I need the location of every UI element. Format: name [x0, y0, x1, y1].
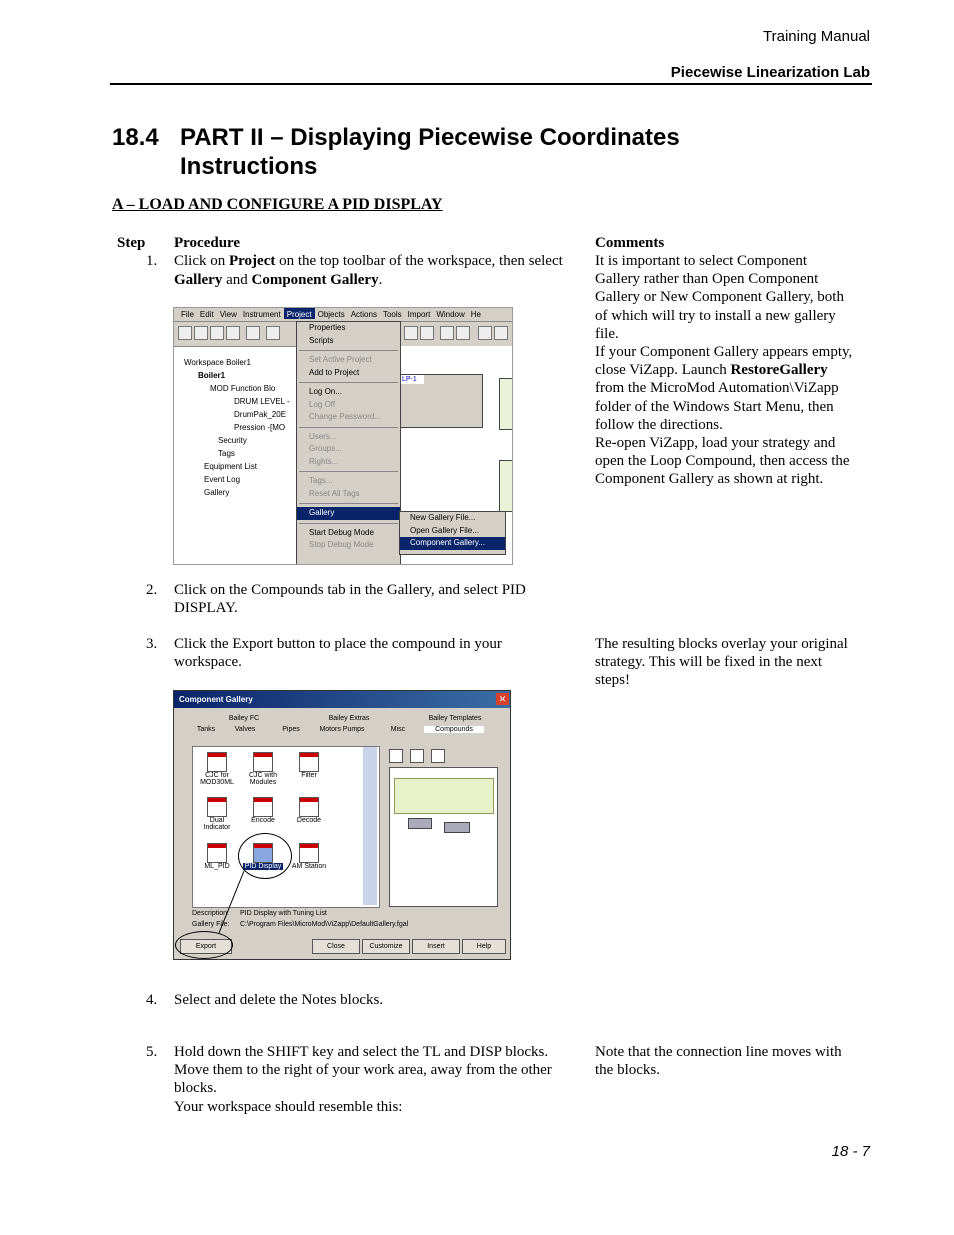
menu-properties[interactable]: Properties [309, 323, 346, 332]
menu-bar [174, 308, 512, 322]
tree-item[interactable]: Pression -[MO [234, 423, 286, 432]
menu-new-gallery-file[interactable]: New Gallery File... [410, 513, 476, 522]
description-value: PID Display with Tuning List [240, 910, 327, 917]
step2-number: 2. [146, 582, 158, 598]
tag-icon[interactable] [478, 326, 492, 340]
menu-start-debug[interactable]: Start Debug Mode [309, 527, 374, 537]
page-number: 18 - 7 [831, 1143, 870, 1160]
step1-line1: Click on Project on the top toolbar of the workspace, then select [174, 253, 563, 269]
step3-text: Click the Export button to place the compound in your workspace. [174, 636, 502, 671]
canvas-block[interactable] [499, 460, 513, 512]
export-button[interactable]: Export [180, 939, 232, 954]
customize-button[interactable]: Customize [362, 939, 410, 954]
menu-edit[interactable]: Edit [199, 310, 214, 319]
insert-button[interactable]: Insert [412, 939, 460, 954]
section-title-line2: Instructions [180, 153, 318, 180]
menu-instrument[interactable]: Instrument [242, 310, 281, 319]
step4-number: 4. [146, 992, 158, 1008]
canvas-block[interactable] [499, 378, 513, 430]
step4-text: Select and delete the Notes blocks. [174, 992, 384, 1008]
menu-log-off[interactable]: Log Off [309, 399, 336, 409]
section-title-line1: PART II – Displaying Piecewise Coordinates [180, 124, 680, 151]
compound-item[interactable]: Dual Indicator [197, 797, 237, 831]
component-gallery-screenshot [173, 690, 511, 960]
gallery-title: Component Gallery [174, 691, 510, 708]
table-icon[interactable] [456, 326, 470, 340]
zoom-in-icon[interactable] [404, 326, 418, 340]
menu-window[interactable]: Window [436, 310, 465, 319]
menu-separator [299, 503, 398, 504]
close-button[interactable]: Close [312, 939, 360, 954]
loop-label: LP-1 [400, 375, 424, 384]
menu-component-gallery[interactable]: Component Gallery... [400, 537, 505, 550]
cut-icon[interactable] [246, 326, 260, 340]
col-procedure: Procedure [174, 235, 241, 251]
step5-text: Hold down the SHIFT key and select the TL and DISP blocks. Move them to the right of your work area, away from the other blocks. Your workspace should resemble this: [174, 1044, 552, 1115]
menu-separator [299, 427, 398, 428]
open-icon[interactable] [194, 326, 208, 340]
menu-users[interactable]: Users... [309, 431, 337, 441]
compound-item[interactable]: Filter [289, 752, 329, 779]
menu-gallery[interactable]: Gallery [297, 507, 400, 520]
menu-separator [299, 471, 398, 472]
menu-log-on[interactable]: Log On... [309, 387, 342, 396]
menu-set-active-project[interactable]: Set Active Project [309, 355, 372, 364]
tab-bailey-fc[interactable]: Bailey FC [228, 715, 260, 722]
col-comments: Comments [595, 235, 665, 251]
tree-item[interactable]: Equipment List [204, 462, 257, 471]
menu-stop-debug[interactable]: Stop Debug Mode [309, 540, 374, 549]
compound-item[interactable]: CJC for MOD30ML [197, 752, 237, 786]
pid-display-item[interactable]: PID Display [243, 843, 283, 870]
print-icon[interactable] [226, 326, 240, 340]
header-lab-title: Piecewise Linearization Lab [670, 64, 870, 81]
properties-icon[interactable] [494, 326, 508, 340]
col-step: Step [117, 235, 146, 251]
workspace-canvas [399, 346, 512, 511]
comment-step5: Note that the connection line moves with the blocks. [595, 1044, 842, 1079]
close-icon[interactable]: ✕ [496, 693, 509, 705]
menu-change-password[interactable]: Change Password... [309, 412, 382, 421]
menu-file[interactable]: File [181, 310, 194, 319]
comment-step3: The resulting blocks overlay your original strategy. This will be fixed in the next steps! [595, 636, 848, 689]
menu-scripts[interactable]: Scripts [309, 335, 334, 345]
menu-separator [299, 350, 398, 351]
gallery-submenu [399, 511, 506, 555]
description-label: Description: [192, 910, 229, 917]
grid-icon[interactable] [440, 326, 454, 340]
compound-item[interactable]: Decode [289, 797, 329, 824]
menu-separator [299, 523, 398, 524]
tree-item[interactable]: Event Log [204, 475, 241, 484]
step1-line2: Gallery and Component Gallery. [174, 272, 383, 288]
menu-rights[interactable]: Rights... [309, 456, 339, 466]
tree-item[interactable]: Workspace Boiler1 [184, 358, 251, 367]
tree-item[interactable]: DrumPak_20E [234, 410, 287, 419]
help-button[interactable]: Help [462, 939, 506, 954]
header-rule [110, 83, 872, 85]
menu-tags[interactable]: Tags... [309, 476, 333, 485]
section-number: 18.4 [112, 124, 159, 151]
menu-actions[interactable]: Actions [350, 310, 377, 319]
tab-pipes[interactable]: Pipes [282, 726, 300, 733]
tree-item[interactable]: DRUM LEVEL - [234, 397, 290, 406]
zoom-out-icon[interactable] [420, 326, 434, 340]
menu-add-to-project[interactable]: Add to Project [309, 367, 360, 377]
compound-item[interactable]: CJC with Modules [243, 752, 283, 786]
tab-compounds[interactable]: Compounds [424, 726, 484, 733]
menu-separator [299, 382, 398, 383]
subsection-heading: A – LOAD AND CONFIGURE A PID DISPLAY [112, 196, 443, 213]
new-icon[interactable] [178, 326, 192, 340]
compound-item[interactable]: Encode [243, 797, 283, 824]
tree-item[interactable]: Tags [218, 449, 235, 458]
step2-text: Click on the Compounds tab in the Gallery, and select PID DISPLAY. [174, 582, 526, 617]
menu-open-gallery-file[interactable]: Open Gallery File... [410, 525, 479, 535]
step1-number: 1. [146, 253, 158, 269]
loop-block[interactable] [399, 374, 483, 428]
gallery-file-value: C:\Program Files\MicroMod\ViZapp\DefaultGallery.fgal [240, 921, 409, 928]
project-menu-screenshot [173, 307, 513, 565]
menu-reset-all-tags[interactable]: Reset All Tags [309, 488, 360, 498]
compound-item[interactable]: AM Station [289, 843, 329, 870]
compound-item[interactable]: ML_PID [197, 843, 237, 870]
copy-icon[interactable] [266, 326, 280, 340]
step3-number: 3. [146, 636, 158, 652]
tab-bailey-extras[interactable]: Bailey Extras [328, 715, 370, 722]
menu-project[interactable]: Project [284, 308, 315, 319]
save-icon[interactable] [210, 326, 224, 340]
tree-item[interactable]: Boiler1 [198, 371, 226, 380]
menu-objects[interactable]: Objects [317, 310, 345, 319]
menu-tools[interactable]: Tools [382, 310, 402, 319]
tab-bailey-templates[interactable]: Bailey Templates [428, 715, 482, 722]
menu-groups[interactable]: Groups... [309, 444, 342, 453]
workspace-tree [178, 356, 298, 499]
tab-valves[interactable]: Valves [234, 726, 256, 733]
menu-view[interactable]: View [219, 310, 237, 319]
menu-import[interactable]: Import [407, 310, 431, 319]
step5-number: 5. [146, 1044, 158, 1060]
header-manual-title: Training Manual [763, 28, 870, 45]
tree-item[interactable]: Gallery [204, 488, 230, 497]
comment-step1: It is important to select Component Gallery rather than Open Component Gallery or New Component Gallery, both of which will try to install a new gallery file. If your Component Gallery appears empty, close ViZapp. Launch RestoreGallery from the MicroMod Automation\ViZapp folder of the Windows Start Menu, then follow the directions. Re-open ViZapp, load your strategy and open the Loop Compound, then access the Component Gallery as shown at right. [595, 253, 853, 488]
tree-item[interactable]: Security [218, 436, 247, 445]
menu-help[interactable]: He [470, 310, 481, 319]
tree-item[interactable]: MOD Function Blo [210, 384, 276, 393]
tab-tanks[interactable]: Tanks [196, 726, 216, 733]
project-dropdown [296, 321, 401, 565]
tab-misc[interactable]: Misc [390, 726, 406, 733]
pointer-line [174, 691, 510, 959]
gallery-file-label: Gallery File: [192, 921, 230, 928]
tab-motors-pumps[interactable]: Motors Pumps [319, 726, 365, 733]
